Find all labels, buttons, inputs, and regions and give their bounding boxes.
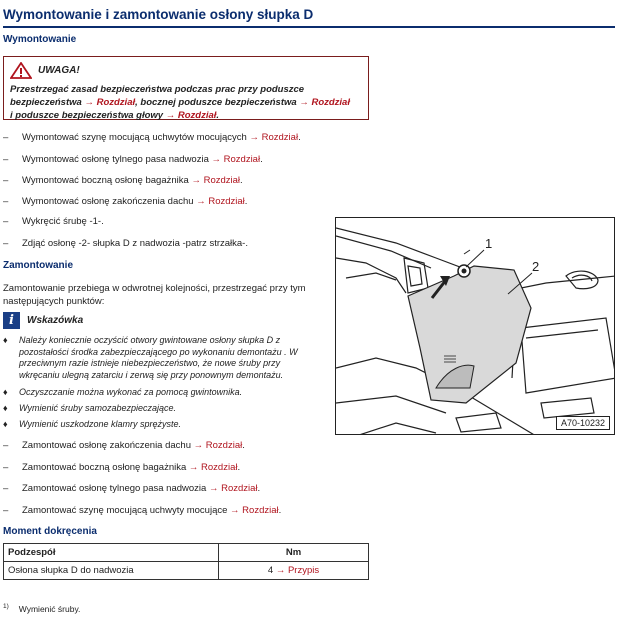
step-link[interactable]: → Rozdział: [193, 440, 243, 451]
callout-2: 2: [532, 259, 540, 274]
column-header-part: Podzespół: [4, 544, 219, 562]
warning-link-airbag[interactable]: → Rozdział: [84, 97, 136, 108]
figure-label: A70-10232: [556, 416, 610, 430]
removal-step: – Wymontować osłonę tylnego pasa nadwozia → Rozdział.: [3, 154, 263, 165]
step-link[interactable]: → Rozdział: [191, 175, 241, 186]
callout-1: 1: [485, 236, 493, 251]
warning-line-3-end: .: [216, 110, 220, 121]
warning-link-side-airbag[interactable]: → Rozdział: [299, 97, 350, 108]
warning-line-1: Przestrzegać zasad bezpieczeństwa podczas prac przy poduszce: [10, 84, 305, 95]
warning-text: [10, 83, 362, 122]
torque-table: [3, 543, 369, 580]
removal-step: – Zdjąć osłonę -2- słupka D z nadwozia -patrz strzałka-.: [3, 238, 248, 249]
removal-step: – Wymontować boczną osłonę bagażnika → Rozdział.: [3, 175, 243, 186]
step-link[interactable]: → Rozdział: [230, 505, 279, 516]
d-pillar-trim-illustration: [335, 217, 615, 435]
note-title: Wskazówka: [27, 315, 84, 326]
warning-line-2b: , bocznej poduszce bezpieczeństwa: [135, 97, 300, 108]
removal-step: – Wymontować szynę mocującą uchwytów mocujących → Rozdział.: [3, 132, 301, 143]
cell-part: Osłona słupka D do nadwozia: [4, 562, 219, 580]
info-icon: i: [3, 312, 20, 329]
section-heading-removal: Wymontowanie: [3, 34, 77, 45]
note-bullet: ♦ Wymienić śruby samozabezpieczające.: [3, 403, 177, 413]
note-bullet: ♦ Należy koniecznie oczyścić otwory gwintowane osłony słupka D z pozostałości środka zabezpieczającego po wykonaniu demontażu . W przeciwnym razie istnieje niebezpieczeństwo, że nowe śruby przy wkręcaniu ulegną zatarciu i zerwą się przy ponownym demontażu.: [3, 335, 298, 380]
warning-title: UWAGA!: [38, 64, 80, 76]
warning-line-2: bezpieczeństwa: [10, 97, 85, 108]
install-step: – Zamontować boczną osłonę bagażnika → Rozdział.: [3, 462, 241, 473]
step-link[interactable]: → Rozdział: [196, 196, 245, 207]
install-step: – Zamontować osłonę tylnego pasa nadwozia → Rozdział.: [3, 483, 261, 494]
cell-nm: 4 → Przypis: [219, 562, 369, 580]
note-bullet: ♦ Oczyszczanie można wykonać za pomocą gwintownika.: [3, 387, 243, 397]
step-link[interactable]: → Rozdział: [249, 132, 299, 143]
footnote-link[interactable]: → Przypis: [275, 565, 320, 576]
note-heading: [3, 312, 83, 329]
warning-link-head-airbag[interactable]: → Rozdział: [165, 110, 217, 121]
removal-step: – Wymontować osłonę zakończenia dachu → Rozdział.: [3, 196, 248, 207]
step-link[interactable]: → Rozdział: [188, 462, 238, 473]
column-header-nm: Nm: [219, 544, 369, 562]
install-step: – Zamontować osłonę zakończenia dachu → Rozdział.: [3, 440, 245, 451]
warning-icon: [10, 62, 32, 79]
section-heading-install: Zamontowanie: [3, 260, 74, 271]
note-bullet: ♦ Wymienić uszkodzone klamry sprężyste.: [3, 419, 182, 429]
illustration-drawing: [336, 218, 615, 435]
install-intro: Zamontowanie przebiega w odwrotnej kolejności, przestrzegać przy tym następujących punktów:: [3, 283, 306, 307]
table-row: [4, 562, 369, 580]
footnote: $^{1)}$ Wymienić śruby.: [3, 603, 81, 614]
section-heading-torque: Moment dokręcenia: [3, 526, 97, 537]
removal-step: – Wykręcić śrubę -1-.: [3, 216, 104, 227]
step-link[interactable]: → Rozdział: [208, 483, 258, 494]
step-link[interactable]: → Rozdział: [211, 154, 261, 165]
install-step: – Zamontować szynę mocującą uchwyty mocujące → Rozdział.: [3, 505, 282, 516]
warning-box: [3, 56, 369, 120]
warning-line-3: i poduszce bezpieczeństwa głowy: [10, 110, 166, 121]
page-title: Wymontowanie i zamontowanie osłony słupka D: [3, 4, 615, 28]
